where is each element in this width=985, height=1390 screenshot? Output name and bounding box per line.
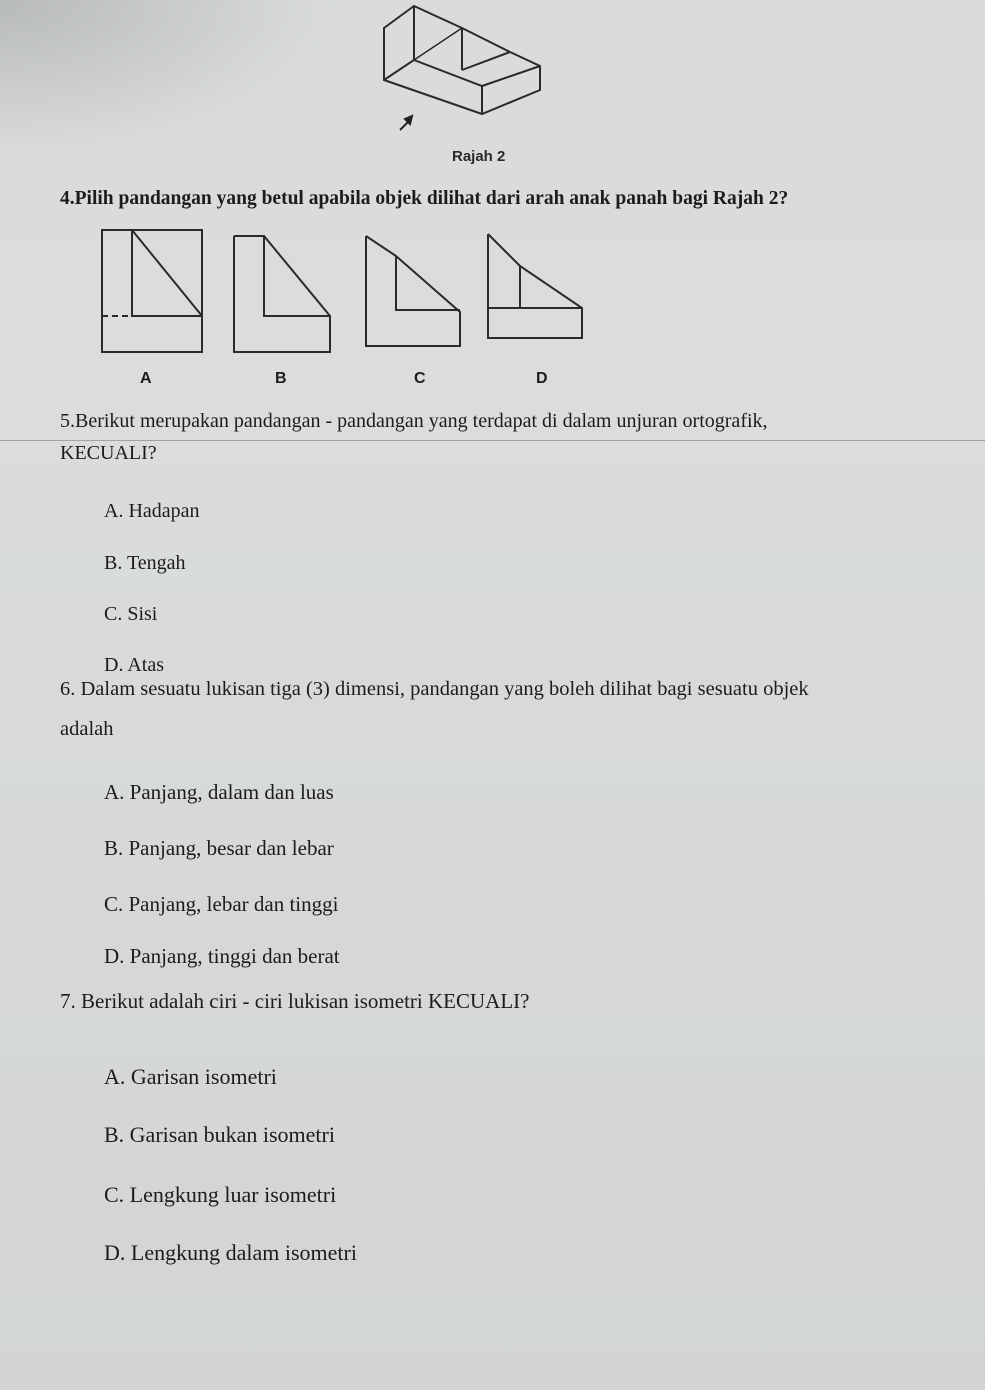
question-7-option-c: C. Lengkung luar isometri [104, 1182, 337, 1207]
question-5-option-c: C. Sisi [104, 603, 158, 625]
question-5-text [60, 408, 890, 466]
question-6-line-1: 6. Dalam sesuatu lukisan tiga (3) dimensi, pandangan yang boleh dilihat bagi sesuatu objek [60, 678, 809, 700]
view-label-c: C [414, 370, 426, 387]
question-5-line-1: 5.Berikut merupakan pandangan - pandangan yang terdapat di dalam unjuran ortografik, [60, 410, 768, 432]
view-label-a: A [140, 370, 152, 387]
question-7-option-b: B. Garisan bukan isometri [104, 1122, 335, 1147]
arrow-icon [400, 116, 412, 130]
question-5-option-d: D. Atas [104, 654, 164, 676]
view-option-a-figure [100, 226, 230, 356]
question-5-line-2: KECUALI? [60, 442, 157, 464]
figure-caption: Rajah 2 [452, 148, 506, 165]
question-7-text: 7. Berikut adalah ciri - ciri lukisan isometri KECUALI? [60, 989, 530, 1013]
view-label-d: D [536, 370, 548, 387]
question-5-option-b: B. Tengah [104, 552, 186, 574]
question-6-line-2: adalah [60, 718, 114, 740]
question-5-option-a: A. Hadapan [104, 500, 200, 522]
question-7-option-d: D. Lengkung dalam isometri [104, 1240, 357, 1265]
view-option-b-figure [232, 226, 362, 356]
question-6-option-c: C. Panjang, lebar dan tinggi [104, 892, 339, 916]
question-6-option-a: A. Panjang, dalam dan luas [104, 780, 334, 804]
question-6-option-d: D. Panjang, tinggi dan berat [104, 944, 340, 968]
view-option-c-figure [364, 226, 494, 356]
page-shadow [0, 0, 340, 160]
isometric-object-figure [370, 0, 550, 140]
question-4-text: 4.Pilih pandangan yang betul apabila objek dilihat dari arah anak panah bagi Rajah 2? [60, 188, 789, 209]
question-6-text [60, 676, 930, 742]
question-7-option-a: A. Garisan isometri [104, 1064, 277, 1089]
view-option-d-figure [486, 226, 616, 356]
question-6-option-b: B. Panjang, besar dan lebar [104, 836, 334, 860]
view-label-b: B [275, 370, 287, 387]
